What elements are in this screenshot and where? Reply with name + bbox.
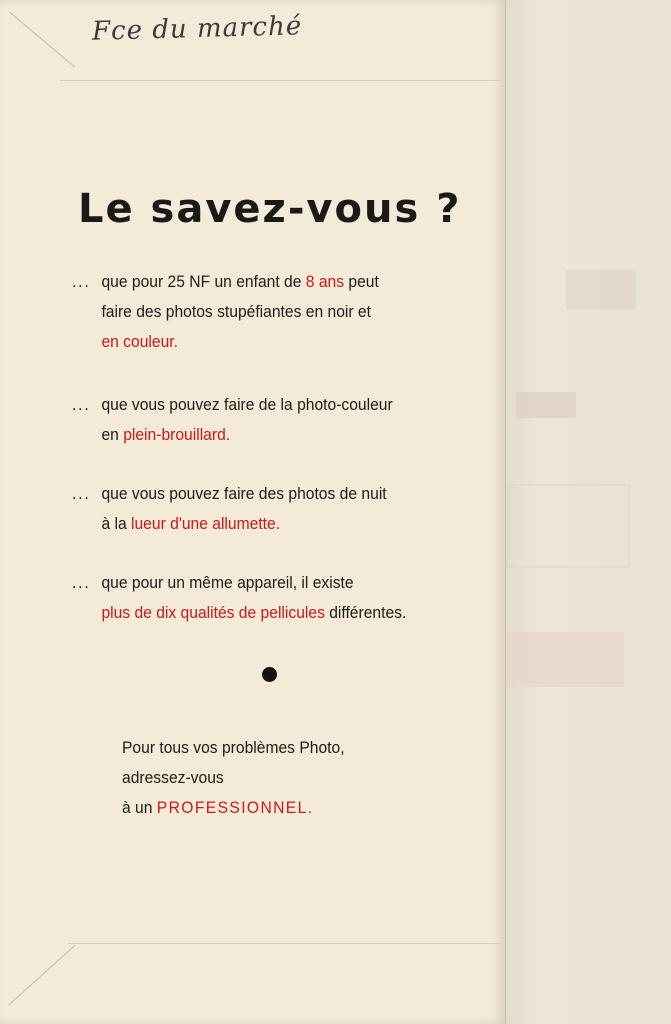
fact-text: en bbox=[101, 425, 124, 444]
bleed-through-mark bbox=[566, 270, 636, 310]
fact-text: peut bbox=[344, 272, 379, 291]
page-title: Le savez-vous ? bbox=[78, 186, 462, 232]
adjacent-panel-edge bbox=[505, 0, 671, 1024]
professional-highlight: PROFESSIONNEL. bbox=[156, 798, 314, 817]
separator-bullet bbox=[262, 667, 277, 682]
fact-item-2 bbox=[72, 390, 436, 450]
ellipsis-lead: ... bbox=[72, 272, 91, 291]
fold-edge-top bbox=[60, 80, 500, 81]
fact-highlight: lueur d'une allumette. bbox=[131, 514, 281, 533]
fact-highlight: plein-brouillard. bbox=[123, 425, 231, 444]
handwritten-note: Fce du marché bbox=[91, 11, 303, 47]
fact-text: que pour 25 NF un enfant de bbox=[101, 272, 306, 291]
closing-line: à un bbox=[122, 798, 157, 817]
fact-highlight: en couleur. bbox=[101, 332, 178, 351]
fact-text: différentes. bbox=[324, 603, 407, 622]
ellipsis-lead: ... bbox=[72, 395, 91, 414]
closing-line: adressez-vous bbox=[122, 768, 224, 787]
fold-line-bottom bbox=[8, 945, 76, 1006]
fact-text: que pour un même appareil, il existe bbox=[101, 573, 354, 592]
fold-edge-bottom bbox=[68, 943, 500, 944]
fact-highlight: plus de dix qualités de pellicules bbox=[101, 603, 325, 622]
closing-message bbox=[122, 733, 416, 823]
fact-highlight: 8 ans bbox=[305, 272, 345, 291]
closing-line: Pour tous vos problèmes Photo, bbox=[122, 738, 345, 757]
ellipsis-lead: ... bbox=[72, 484, 91, 503]
fact-text: faire des photos stupéfiantes en noir et bbox=[101, 302, 371, 321]
fact-item-4 bbox=[72, 568, 436, 628]
bleed-through-mark bbox=[506, 632, 624, 687]
fact-text: que vous pouvez faire des photos de nuit bbox=[101, 484, 387, 503]
fact-text: que vous pouvez faire de la photo-couleur bbox=[101, 395, 393, 414]
fact-item-3 bbox=[72, 479, 436, 539]
bleed-through-mark bbox=[516, 392, 576, 418]
bleed-through-mark bbox=[506, 484, 630, 568]
fact-text: à la bbox=[101, 514, 132, 533]
fact-item-1 bbox=[72, 267, 436, 357]
ellipsis-lead: ... bbox=[72, 573, 91, 592]
fold-line-top bbox=[9, 12, 75, 67]
